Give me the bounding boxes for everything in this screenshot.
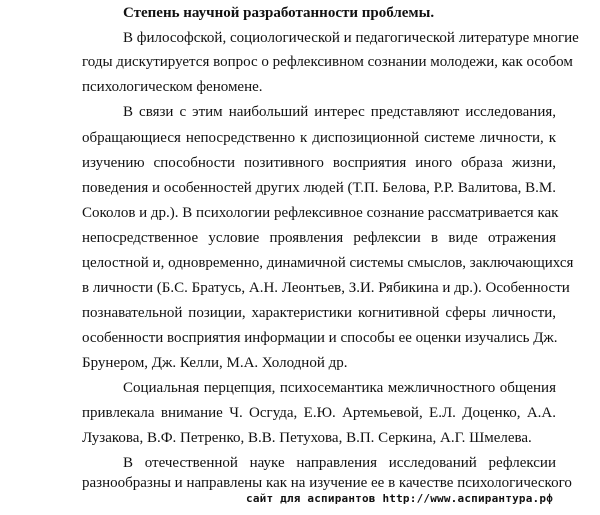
paragraph-3-line-1: Социальная перцепция, психосемантика межличностного общения — [123, 380, 556, 396]
paragraph-2-line-7: целостной и, одновременно, динамичной системы смыслов, заключающихся — [82, 255, 574, 271]
paragraph-1-line-3: психологическом феномене. — [82, 79, 263, 95]
paragraph-2-line-2: обращающиеся непосредственно к диспозиционной системе личности, к — [82, 130, 556, 146]
site-watermark-footer: сайт для аспирантов http://www.аспирантура.рф — [246, 492, 554, 505]
paragraph-2-line-4: поведения и особенностей других людей (Т.П. Белова, Р.Р. Валитова, В.М. — [82, 180, 556, 196]
paragraph-2-line-9: познавательной позиции, характеристики когнитивной сферы личности, — [82, 305, 556, 321]
section-heading: Степень научной разработанности проблемы. — [123, 5, 435, 21]
paragraph-1-line-2: годы дискутируется вопрос о рефлексивном сознании молодежи, как особом — [82, 54, 573, 70]
paragraph-2-line-3: изучению способности позитивного восприятия иного образа жизни, — [82, 155, 556, 171]
paragraph-4-line-2: разнообразны и направлены как на изучение ее в качестве психологического — [82, 475, 572, 491]
paragraph-4-line-1: В отечественной науке направления исследований рефлексии — [123, 455, 556, 471]
paragraph-2-line-11: Брунером, Дж. Келли, М.А. Холодной др. — [82, 355, 348, 371]
paragraph-2-line-5: Соколов и др.). В психологии рефлексивное сознание рассматривается как — [82, 205, 559, 221]
paragraph-2-line-8: в личности (Б.С. Братусь, А.Н. Леонтьев, З.И. Рябикина и др.). Особенности — [82, 280, 570, 296]
paragraph-2-line-6: непосредственное условие проявления рефлексии в виде отражения — [82, 230, 556, 246]
paragraph-2-line-10: особенности восприятия информации и способы ее оценки изучались Дж. — [82, 330, 558, 346]
paragraph-3-line-2: привлекала внимание Ч. Осгуда, Е.Ю. Артемьевой, Е.Л. Доценко, А.А. — [82, 405, 556, 421]
paragraph-1-line-1: В философской, социологической и педагогической литературе многие — [123, 30, 579, 46]
paragraph-2-line-1: В связи с этим наибольший интерес представляют исследования, — [123, 104, 556, 120]
paragraph-3-line-3: Лузакова, В.Ф. Петренко, В.В. Петухова, В.П. Серкина, А.Г. Шмелева. — [82, 430, 532, 446]
